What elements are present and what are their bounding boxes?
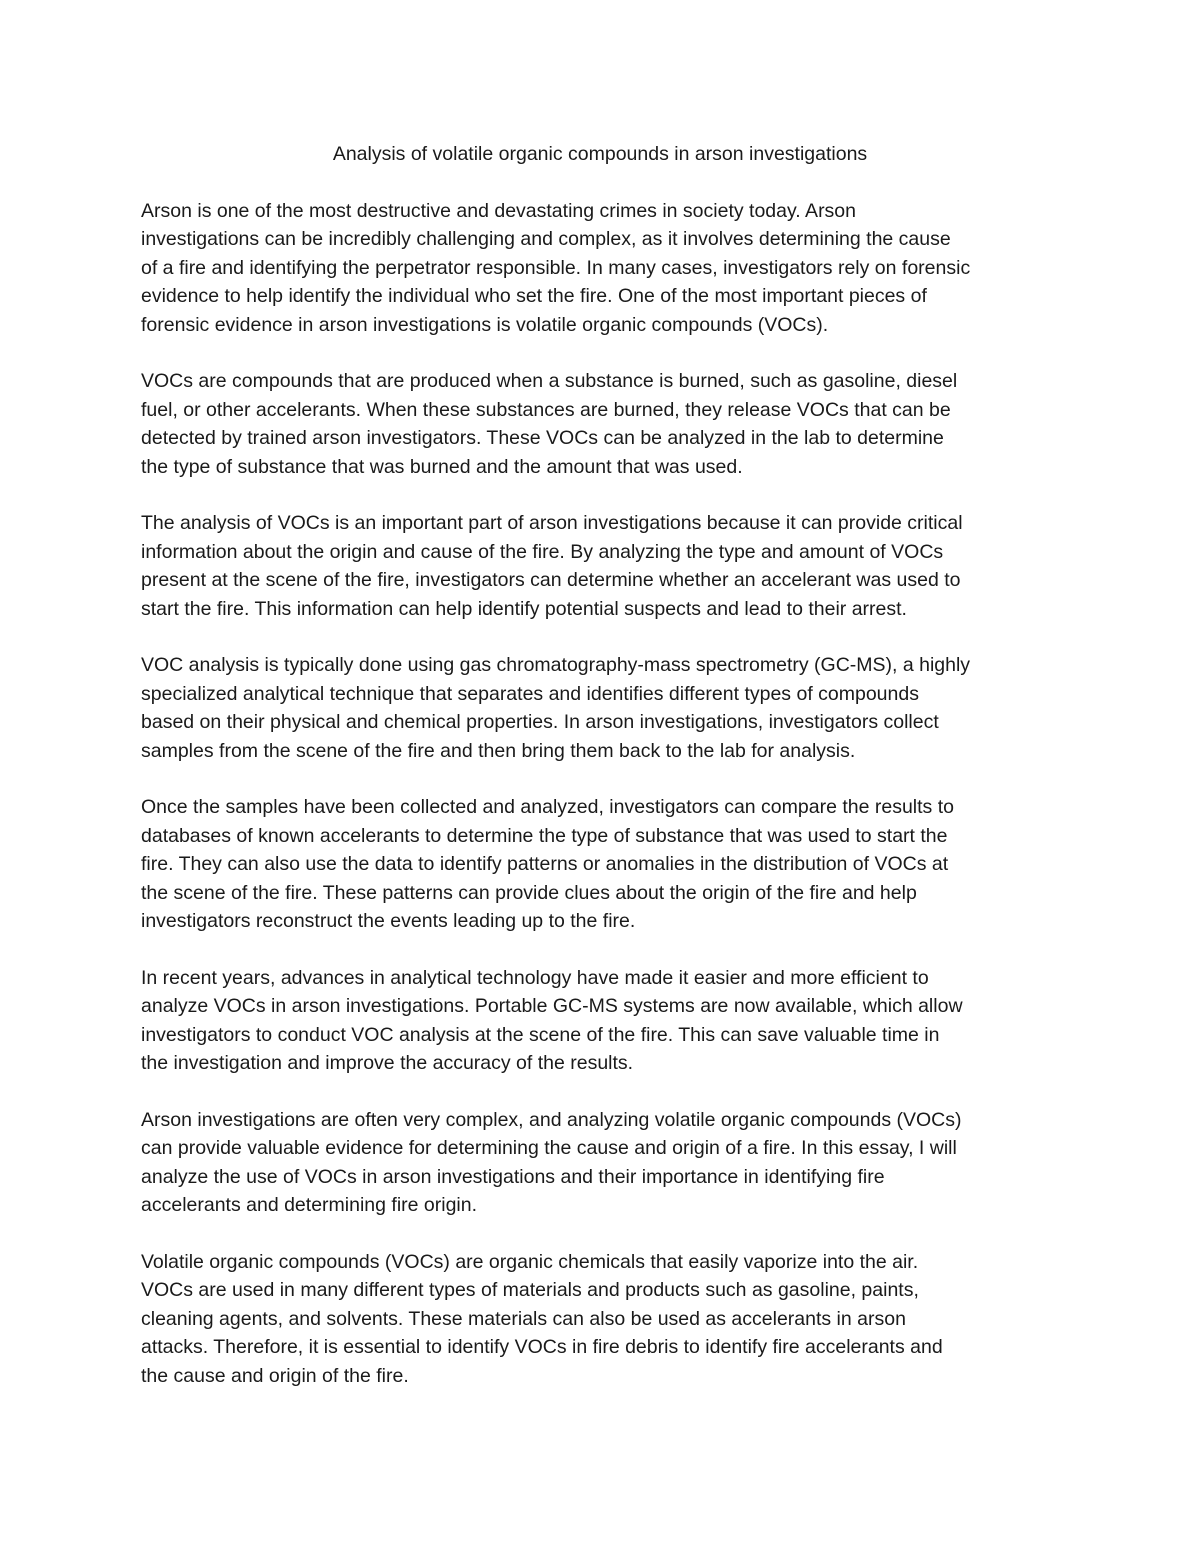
text-line: Once the samples have been collected and analyzed, investigators can compare the results to xyxy=(141,796,954,819)
text-line: information about the origin and cause of the fire. By analyzing the type and amount of VOCs xyxy=(141,540,944,563)
text-line: databases of known accelerants to determine the type of substance that was used to start the xyxy=(141,824,948,847)
text-line: analyze VOCs in arson investigations. Portable GC-MS systems are now available, which allow xyxy=(141,995,963,1018)
paragraph-4 xyxy=(141,651,1066,765)
paragraph-6 xyxy=(141,964,1066,1078)
text-line: VOC analysis is typically done using gas chromatography-mass spectrometry (GC-MS), a highly xyxy=(141,654,971,677)
document-body xyxy=(141,197,1066,1418)
text-line: the type of substance that was burned and the amount that was used. xyxy=(141,455,743,478)
text-line: forensic evidence in arson investigations is volatile organic compounds (VOCs). xyxy=(141,313,829,336)
text-line: investigators to conduct VOC analysis at the scene of the fire. This can save valuable time in xyxy=(141,1023,940,1046)
paragraph-5 xyxy=(141,793,1066,935)
text-line: cleaning agents, and solvents. These materials can also be used as accelerants in arson xyxy=(141,1307,906,1330)
text-line: investigations can be incredibly challenging and complex, as it involves determining the cause xyxy=(141,228,951,251)
document-title: Analysis of volatile organic compounds in arson investigations xyxy=(332,143,868,165)
text-line: The analysis of VOCs is an important part of arson investigations because it can provide critical xyxy=(141,512,963,535)
text-line: samples from the scene of the fire and then bring them back to the lab for analysis. xyxy=(141,739,856,762)
paragraph-8 xyxy=(141,1248,1066,1390)
text-line: the scene of the fire. These patterns can provide clues about the origin of the fire and help xyxy=(141,881,917,904)
text-line: the cause and origin of the fire. xyxy=(141,1364,409,1387)
text-line: Arson investigations are often very complex, and analyzing volatile organic compounds (VOCs) xyxy=(141,1108,962,1131)
paragraph-7 xyxy=(141,1106,1066,1220)
text-line: detected by trained arson investigators. These VOCs can be analyzed in the lab to determine xyxy=(141,427,944,450)
text-line: present at the scene of the fire, investigators can determine whether an accelerant was used to xyxy=(141,569,961,592)
text-line: accelerants and determining fire origin. xyxy=(141,1194,478,1217)
paragraph-1 xyxy=(141,197,1066,339)
paragraph-3 xyxy=(141,509,1066,623)
text-line: specialized analytical technique that separates and identifies different types of compounds xyxy=(141,682,919,705)
text-line: the investigation and improve the accuracy of the results. xyxy=(141,1052,634,1075)
text-line: of a fire and identifying the perpetrator responsible. In many cases, investigators rely on forensic xyxy=(141,256,971,279)
text-line: investigators reconstruct the events leading up to the fire. xyxy=(141,910,636,933)
text-line: attacks. Therefore, it is essential to identify VOCs in fire debris to identify fire accelerants and xyxy=(141,1336,943,1359)
text-line: VOCs are compounds that are produced when a substance is burned, such as gasoline, diesel xyxy=(141,370,958,393)
paragraph-2 xyxy=(141,367,1066,481)
text-line: evidence to help identify the individual who set the fire. One of the most important pieces of xyxy=(141,285,927,308)
text-line: fuel, or other accelerants. When these substances are burned, they release VOCs that can be xyxy=(141,398,951,421)
text-line: start the fire. This information can help identify potential suspects and lead to their arrest. xyxy=(141,597,907,620)
text-line: Arson is one of the most destructive and devastating crimes in society today. Arson xyxy=(141,200,856,222)
text-line: fire. They can also use the data to identify patterns or anomalies in the distribution of VOCs at xyxy=(141,853,949,876)
text-line: analyze the use of VOCs in arson investigations and their importance in identifying fire xyxy=(141,1165,885,1188)
text-line: In recent years, advances in analytical technology have made it easier and more efficient to xyxy=(141,966,929,989)
text-line: Volatile organic compounds (VOCs) are organic chemicals that easily vaporize into the air. xyxy=(141,1250,919,1273)
text-line: can provide valuable evidence for determining the cause and origin of a fire. In this essay, I will xyxy=(141,1137,957,1160)
text-line: VOCs are used in many different types of materials and products such as gasoline, paints, xyxy=(141,1279,919,1302)
text-line: based on their physical and chemical properties. In arson investigations, investigators collect xyxy=(141,711,939,734)
